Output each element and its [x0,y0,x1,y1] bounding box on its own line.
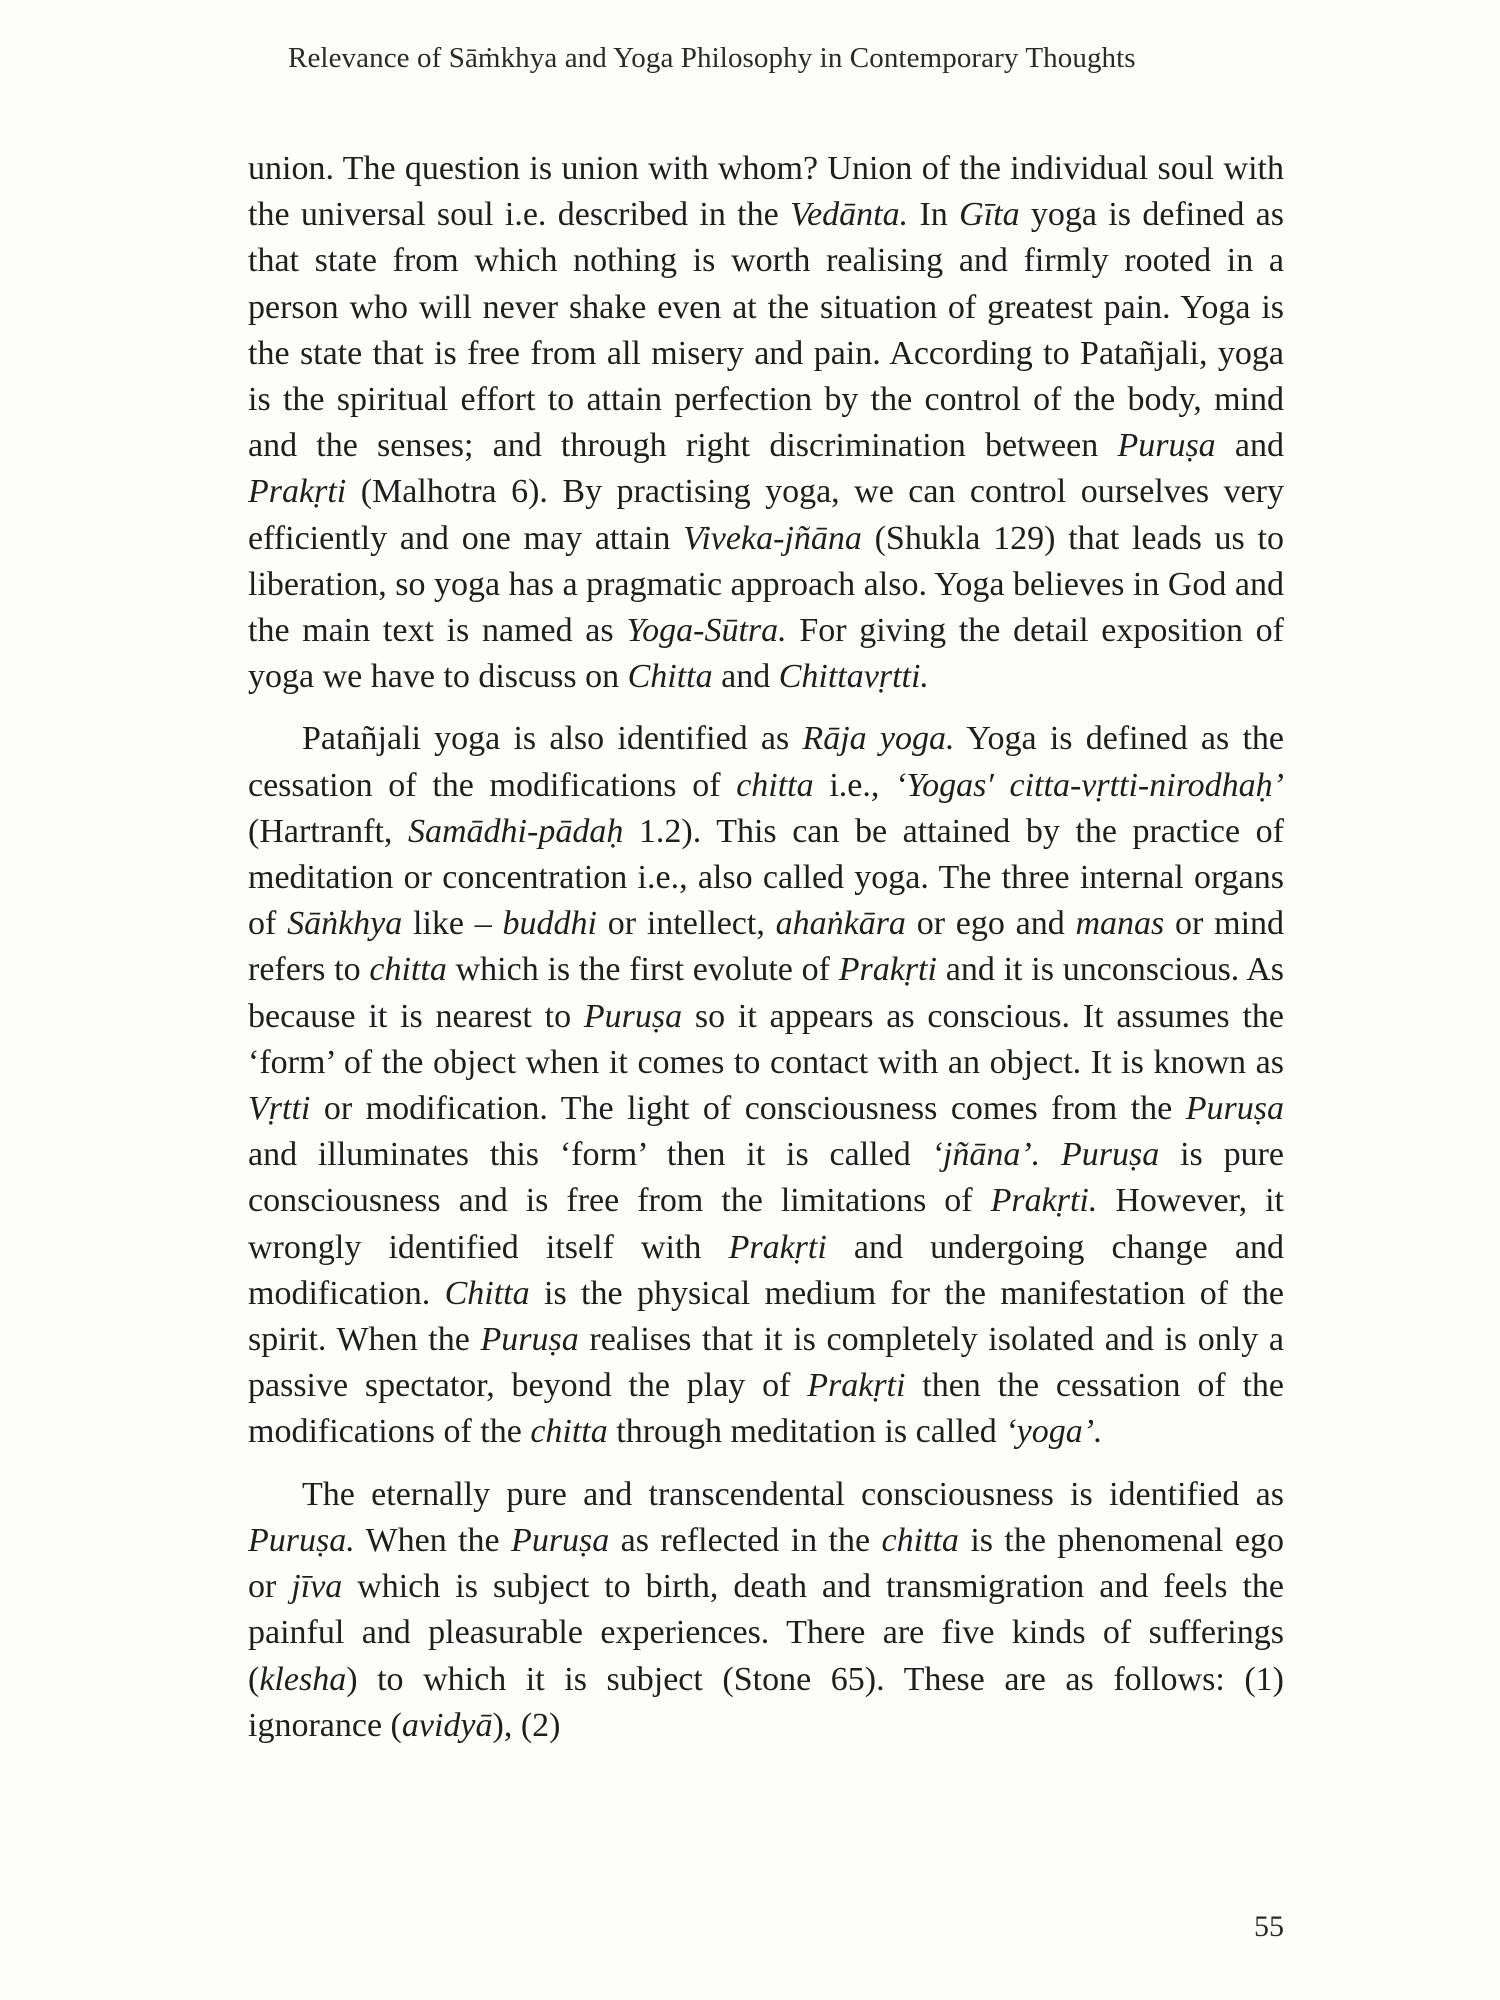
text-run: Patañjali yoga is also identified as [302,720,803,758]
italic-term: Puruṣa [1117,427,1216,465]
italic-term: Chittavṛtti. [778,658,929,696]
text-run: ) to which it is subject (Stone 65). These are as follows: (1) ignorance ( [248,1660,1284,1744]
italic-term: ‘jñāna’. [931,1136,1041,1174]
page-number: 55 [1254,1910,1284,1943]
italic-term: klesha [259,1660,347,1698]
text-run: When the [354,1521,512,1559]
text-run: (Shukla 129) that leads us to liberation, so yoga has a pragmatic approach also. Yoga believes in God and the main text is named as [248,519,1284,650]
italic-term: Chitta [444,1274,530,1312]
italic-term: Chitta [627,658,713,696]
text-run: In [908,196,960,234]
text-run: or modification. The light of consciousness comes from the [310,1090,1186,1128]
italic-term: ahaṅkāra [775,905,906,943]
text-run: then the cessation of the modifications of the [248,1367,1285,1451]
italic-term: Prakṛti [807,1367,906,1405]
italic-term: Puruṣa [511,1521,610,1559]
text-run: is the physical medium for the manifestation of the spirit. When the [248,1274,1284,1359]
text-run: or ego and [905,905,1076,943]
text-run: The eternally pure and transcendental consciousness is identified as [302,1475,1284,1513]
text-run: so it appears as conscious. It assumes the ‘form’ of the object when it comes to contact with an object. It is known as [248,997,1284,1081]
italic-term: Prakṛti [838,951,937,989]
text-run: and [1215,427,1284,465]
text-run: which is the first evolute of [446,951,839,989]
text-run: and it is unconscious. As because it is nearest to [248,951,1284,1035]
italic-term: jīva [291,1568,343,1606]
text-run: 1.2). This can be attained by the practice of meditation or concentration i.e., also called yoga. The three internal organs of [248,812,1284,943]
italic-term: manas [1075,905,1165,943]
text-run: ), (2) [492,1706,561,1744]
text-run: as reflected in the [609,1521,882,1559]
italic-term: chitta [369,951,447,989]
text-run: which is subject to birth, death and transmigration and feels the painful and pleasurable experiences. There are five kinds of sufferings ( [248,1568,1284,1698]
italic-term: Prakṛti. [990,1182,1098,1220]
text-run: and [712,658,779,696]
text-run: like – [402,905,503,943]
text-run: union. The question is union with whom? Union of the individual soul with the universal soul i.e. described in the [248,150,1284,234]
italic-term: Puruṣa [480,1321,579,1359]
italic-term: Puruṣa [1185,1090,1284,1128]
text-run: and undergoing change and modification. [248,1228,1284,1312]
text-run [1040,1136,1061,1173]
italic-term: Sāṅkhya [287,905,403,943]
italic-term: Prakṛti [248,473,347,511]
text-run: or mind refers to [248,905,1285,989]
italic-term: Vedānta. [790,196,909,234]
text-run: and illuminates this ‘form’ then it is called [248,1136,932,1174]
paragraph-1 [248,146,1284,700]
text-run: i.e., [813,766,896,804]
italic-term: chitta [881,1521,959,1559]
italic-term: Yoga-Sūtra. [626,612,787,650]
italic-term: Samādhi-pādaḥ [408,812,624,850]
text-run: yoga is defined as that state from which nothing is worth realising and firmly rooted in a person who will never shake even at the situation of greatest pain. Yoga is the state that is free from all misery and pain. According to Patañjali, yoga is the spiritual effort to attain perfection by the control of the body, mind and the senses; and through right discrimination between [248,196,1284,465]
italic-term: Prakṛti [728,1228,827,1266]
text-run: However, it wrongly identified itself with [248,1182,1284,1266]
italic-term: Puruṣa [1060,1136,1160,1174]
italic-term: Viveka-jñāna [683,519,862,557]
italic-term: Puruṣa. [248,1521,355,1559]
running-head: Relevance of Sāṁkhya and Yoga Philosophy in Contemporary Thoughts [288,42,1136,74]
paragraph-3 [248,1472,1284,1749]
text-run: For giving the detail exposition of yoga we have to discuss on [248,612,1284,696]
italic-term: Vṛtti [248,1090,311,1128]
italic-term: ‘Yogas′ citta-vṛtti-nirodhaḥ’ [895,766,1284,804]
text-run: Yoga is defined as the cessation of the modifications of [248,720,1285,804]
text-run: through meditation is called [607,1413,1006,1451]
italic-term: chitta [530,1413,608,1451]
text-run: (Malhotra 6). By practising yoga, we can control ourselves very efficiently and one may attain [248,473,1284,557]
italic-term: Gīta [959,196,1020,234]
italic-term: avidyā [401,1706,493,1744]
text-run: or intellect, [597,905,776,943]
text-run: is the phenomenal ego or [248,1521,1284,1606]
italic-term: chitta [736,766,814,804]
text-run: is pure consciousness and is free from the limitations of [248,1136,1284,1220]
italic-term: Rāja yoga. [802,720,955,758]
italic-term: Puruṣa [583,997,683,1035]
text-run: (Hartranft, [248,812,408,850]
paragraph-2 [248,716,1284,1455]
italic-term: buddhi [502,905,597,943]
italic-term: ‘yoga’. [1005,1413,1103,1451]
text-run: realises that it is completely isolated and is only a passive spectator, beyond the play of [248,1321,1285,1405]
body-text [248,146,1284,1765]
